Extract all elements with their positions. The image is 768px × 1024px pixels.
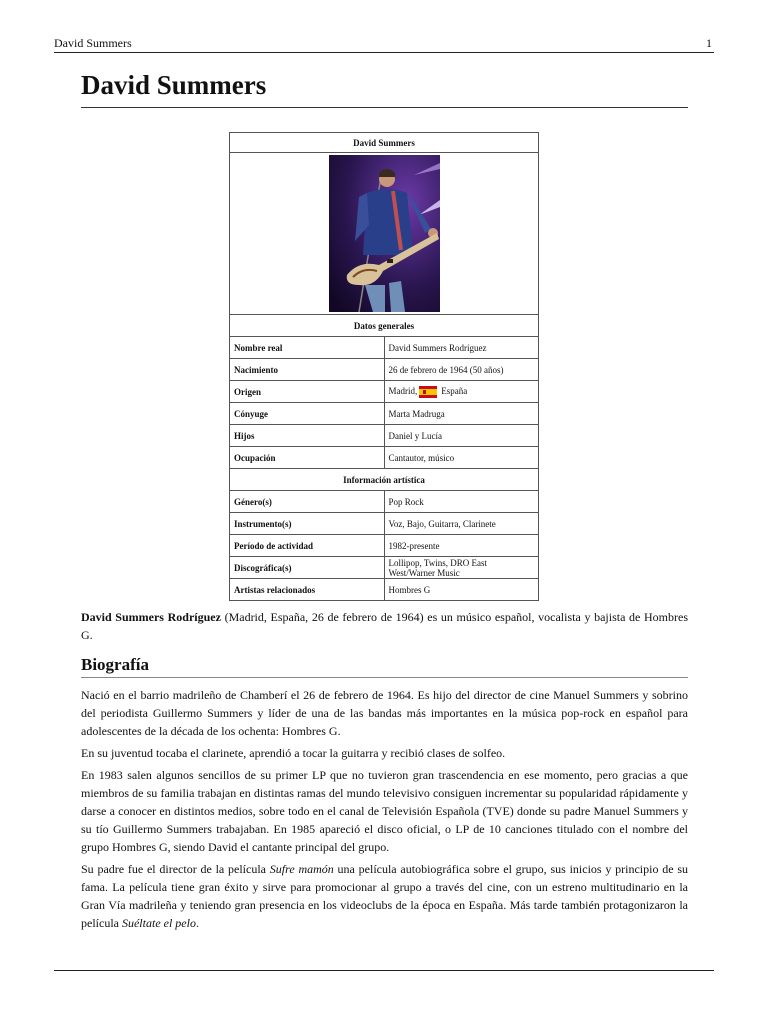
infobox-row-value: Pop Rock bbox=[384, 491, 539, 513]
running-header bbox=[54, 34, 714, 53]
infobox-row-label: Discográfica(s) bbox=[230, 557, 385, 579]
infobox-row bbox=[230, 447, 539, 469]
infobox-row-value: 1982-presente bbox=[384, 535, 539, 557]
infobox-row-value: David Summers Rodríguez bbox=[384, 337, 539, 359]
infobox-row bbox=[230, 425, 539, 447]
infobox-row-value: Marta Madruga bbox=[384, 403, 539, 425]
infobox-section-heading: Información artística bbox=[230, 469, 539, 491]
infobox-row-value: 26 de febrero de 1964 (50 años) bbox=[384, 359, 539, 381]
infobox-row-label: Hijos bbox=[230, 425, 385, 447]
infobox-row bbox=[230, 557, 539, 579]
infobox bbox=[229, 132, 539, 601]
infobox-row-label: Cónyuge bbox=[230, 403, 385, 425]
infobox-row bbox=[230, 513, 539, 535]
paragraph-text: . bbox=[195, 916, 199, 930]
infobox-row bbox=[230, 579, 539, 601]
paragraph-text: Su padre fue el director de la película bbox=[81, 862, 270, 876]
page-title: David Summers bbox=[81, 70, 688, 108]
infobox-row bbox=[230, 359, 539, 381]
biography-paragraph: Nació en el barrio madrileño de Chamberí el 26 de febrero de 1964. Es hijo del director de cine Manuel Summers y sobrino del periodista Guillermo Summers y líder de una de las bandas más importantes en la música pop-rock en español para adolescentes de la década de los ochenta: Hombres G. bbox=[81, 688, 688, 738]
biography-paragraph bbox=[81, 860, 688, 932]
infobox-row bbox=[230, 535, 539, 557]
page-number: 1 bbox=[706, 36, 712, 50]
infobox-section-heading: Datos generales bbox=[230, 315, 539, 337]
running-header-title: David Summers bbox=[54, 36, 132, 50]
infobox-row-label: Instrumento(s) bbox=[230, 513, 385, 535]
infobox-row bbox=[230, 403, 539, 425]
infobox-row-label: Artistas relacionados bbox=[230, 579, 385, 601]
infobox-caption: David Summers bbox=[230, 133, 539, 153]
infobox-row-value: Lollipop, Twins, DRO East West/Warner Music bbox=[384, 557, 539, 579]
infobox-row-value: Daniel y Lucía bbox=[384, 425, 539, 447]
infobox-row-label: Origen bbox=[230, 381, 385, 403]
article-body bbox=[81, 608, 688, 936]
biography-paragraph: En 1983 salen algunos sencillos de su primer LP que no tuvieron gran trascendencia en ese momento, pero gracias a que miembros de su familia trabajan en distintas ramas del mundo televisivo consiguen incrementar su popularidad rápidamente y darse a conocer en distintos medios, sobre todo en el canal de Televisión Española (TVE) donde su padre Manuel Summers y su tío Guillermo Summers trabajaban. En 1985 apareció el disco oficial, o LP de 10 canciones titulado con el nombre del grupo Hombres G, siendo David el cantante principal del grupo. bbox=[81, 768, 688, 854]
intro-bold-name: David Summers Rodríguez bbox=[81, 610, 221, 624]
intro-paragraph bbox=[81, 608, 688, 644]
film-title: Sufre mamón bbox=[269, 862, 334, 876]
origin-country-link[interactable]: España bbox=[441, 385, 468, 396]
infobox-row bbox=[230, 337, 539, 359]
infobox-image-cell bbox=[230, 153, 539, 315]
infobox-row-value bbox=[384, 381, 539, 403]
artist-photo bbox=[329, 155, 440, 312]
infobox-row-label: Período de actividad bbox=[230, 535, 385, 557]
infobox-row bbox=[230, 491, 539, 513]
biography-paragraph: En su juventud tocaba el clarinete, aprendió a tocar la guitarra y recibió clases de solfeo. bbox=[81, 746, 506, 760]
infobox-row bbox=[230, 381, 539, 403]
paragraph-text: una película autobiográfica sobre el grupo, sus inicios y principio de su fama. La película tiene gran éxito y sirve para promocionar al grupo a través del cine, con un estreno multitudinario en la Gran Vía madrileña y teniendo gran presencia en los videoclubs de la época en España. Más tarde también protagonizaron la película bbox=[81, 862, 688, 930]
footer-rule bbox=[54, 970, 714, 971]
infobox-row-label: Ocupación bbox=[230, 447, 385, 469]
intro-text: (Madrid, España, 26 de febrero de 1964) es un músico español, vocalista y bajista de Hombres G. bbox=[81, 610, 688, 642]
infobox-row-value: Voz, Bajo, Guitarra, Clarinete bbox=[384, 513, 539, 535]
film-title: Suéltate el pelo bbox=[121, 916, 196, 930]
section-heading-biografia: Biografía bbox=[81, 656, 688, 678]
origin-city: Madrid, bbox=[388, 385, 418, 396]
infobox-row-label: Género(s) bbox=[230, 491, 385, 513]
infobox-row-label: Nombre real bbox=[230, 337, 385, 359]
infobox-row-value: Hombres G bbox=[384, 579, 539, 601]
infobox-row-value: Cantautor, músico bbox=[384, 447, 539, 469]
infobox-row-label: Nacimiento bbox=[230, 359, 385, 381]
spain-flag-icon bbox=[419, 386, 437, 398]
